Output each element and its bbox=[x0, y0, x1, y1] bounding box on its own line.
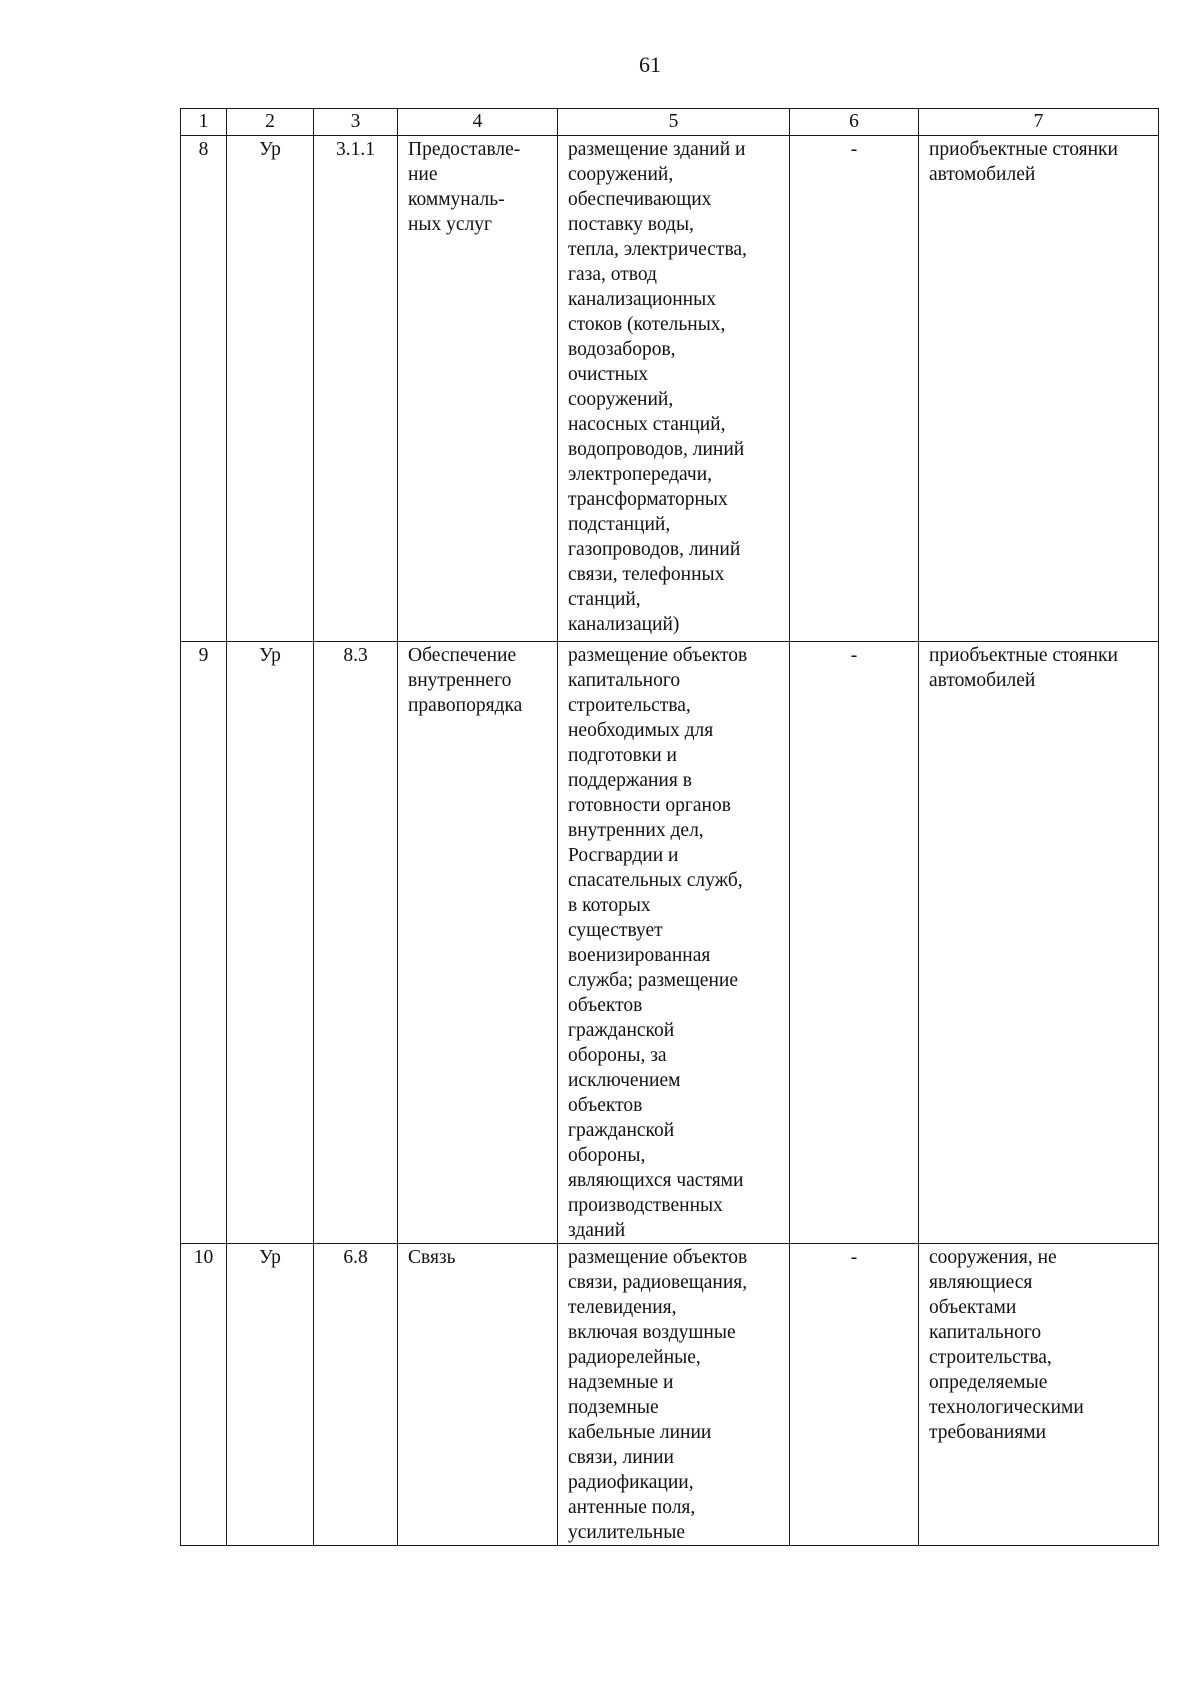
header-cell: 5 bbox=[558, 109, 790, 136]
col6-value: - bbox=[790, 1244, 919, 1546]
header-cell: 3 bbox=[314, 109, 398, 136]
use-description: размещение зданий и сооружений, обеспечивающих поставку воды, тепла, электричества, газа, отвод канализационных стоков (котельных, водозаборов, очистных сооружений, насосных станций, водопроводов, линий электропередачи, трансформаторных подстанций, газопроводов, линий связи, телефонных станций, канализаций) bbox=[558, 136, 790, 642]
use-code: 3.1.1 bbox=[314, 136, 398, 642]
row-number: 8 bbox=[181, 136, 227, 642]
use-name: Предоставле- ние коммуналь- ных услуг bbox=[398, 136, 558, 642]
header-cell: 7 bbox=[919, 109, 1159, 136]
use-description: размещение объектов капитального строительства, необходимых для подготовки и поддержания в готовности органов внутренних дел, Росгвардии и спасательных служб, в которых существует военизированная служба; размещение объектов гражданской обороны, за исключением объектов гражданской обороны, являющихся частями производственных зданий bbox=[558, 642, 790, 1244]
use-name: Связь bbox=[398, 1244, 558, 1546]
col6-value: - bbox=[790, 136, 919, 642]
header-cell: 1 bbox=[181, 109, 227, 136]
row-number: 9 bbox=[181, 642, 227, 1244]
use-description: размещение объектов связи, радиовещания, телевидения, включая воздушные радиорелейные, надземные и подземные кабельные линии связи, линии радиофикации, антенные поля, усилительные bbox=[558, 1244, 790, 1546]
table-row bbox=[181, 136, 1159, 642]
col6-value: - bbox=[790, 642, 919, 1244]
zone-code: Ур bbox=[227, 136, 314, 642]
page-number: 61 bbox=[639, 52, 661, 77]
use-code: 8.3 bbox=[314, 642, 398, 1244]
header-cell: 6 bbox=[790, 109, 919, 136]
auxiliary-use: сооружения, не являющиеся объектами капитального строительства, определяемые технологическими требованиями bbox=[919, 1244, 1159, 1546]
use-name: Обеспечение внутреннего правопорядка bbox=[398, 642, 558, 1244]
header-cell: 4 bbox=[398, 109, 558, 136]
use-code: 6.8 bbox=[314, 1244, 398, 1546]
zone-code: Ур bbox=[227, 1244, 314, 1546]
table-row bbox=[181, 1244, 1159, 1546]
header-row bbox=[181, 109, 1159, 136]
header-cell: 2 bbox=[227, 109, 314, 136]
table-row bbox=[181, 642, 1159, 1244]
row-number: 10 bbox=[181, 1244, 227, 1546]
zone-code: Ур bbox=[227, 642, 314, 1244]
auxiliary-use: приобъектные стоянки автомобилей bbox=[919, 642, 1159, 1244]
regulation-table bbox=[180, 108, 1159, 1546]
auxiliary-use: приобъектные стоянки автомобилей bbox=[919, 136, 1159, 642]
